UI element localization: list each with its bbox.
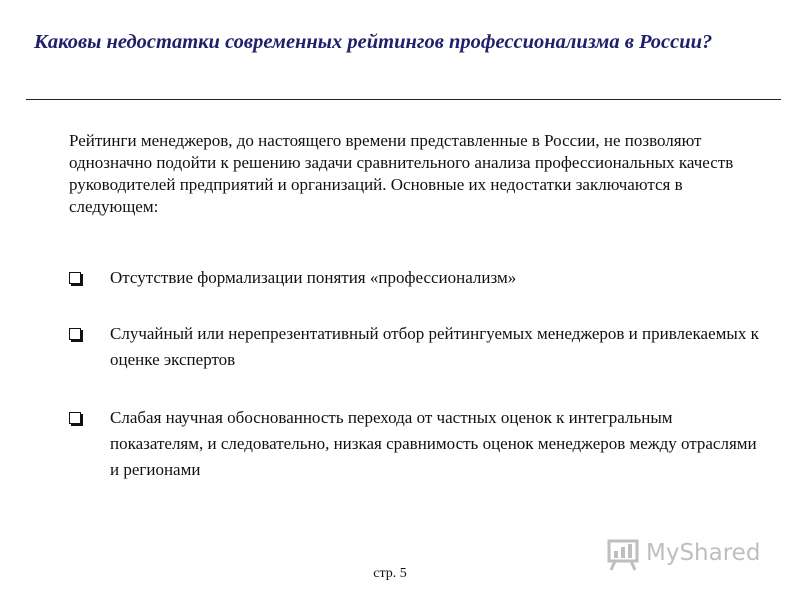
checkbox-icon — [69, 272, 81, 284]
watermark-text: MyShared — [646, 540, 761, 566]
watermark-logo — [606, 534, 766, 574]
presentation-board-icon — [606, 538, 640, 572]
page-number: стр. 5 — [373, 566, 407, 581]
title-divider — [26, 99, 781, 100]
checkbox-icon — [69, 412, 81, 424]
intro-paragraph: Рейтинги менеджеров, до настоящего времени представленные в России, не позволяют однозначно подойти к решению задачи сравнительного анализа профессиональных качеств руководителей предприятий и организаций. Основные их недостатки заключаются в следующем: — [69, 131, 734, 216]
bullet-item — [68, 265, 768, 291]
bullet-text: Слабая научная обоснованность перехода от частных оценок к интегральным показателям, и следовательно, низкая сравнимость оценок менеджеров между отраслями и регионами — [110, 408, 757, 479]
checkbox-icon — [69, 328, 81, 340]
slide-title: Каковы недостатки современных рейтингов профессионализма в России? — [34, 31, 713, 53]
bullet-list — [68, 265, 768, 483]
bullet-item — [68, 405, 768, 483]
bullet-text: Отсутствие формализации понятия «профессионализм» — [110, 268, 517, 287]
bullet-text: Случайный или нерепрезентативный отбор рейтингуемых менеджеров и привлекаемых к оценке экспертов — [110, 324, 759, 369]
bullet-item — [68, 321, 768, 373]
